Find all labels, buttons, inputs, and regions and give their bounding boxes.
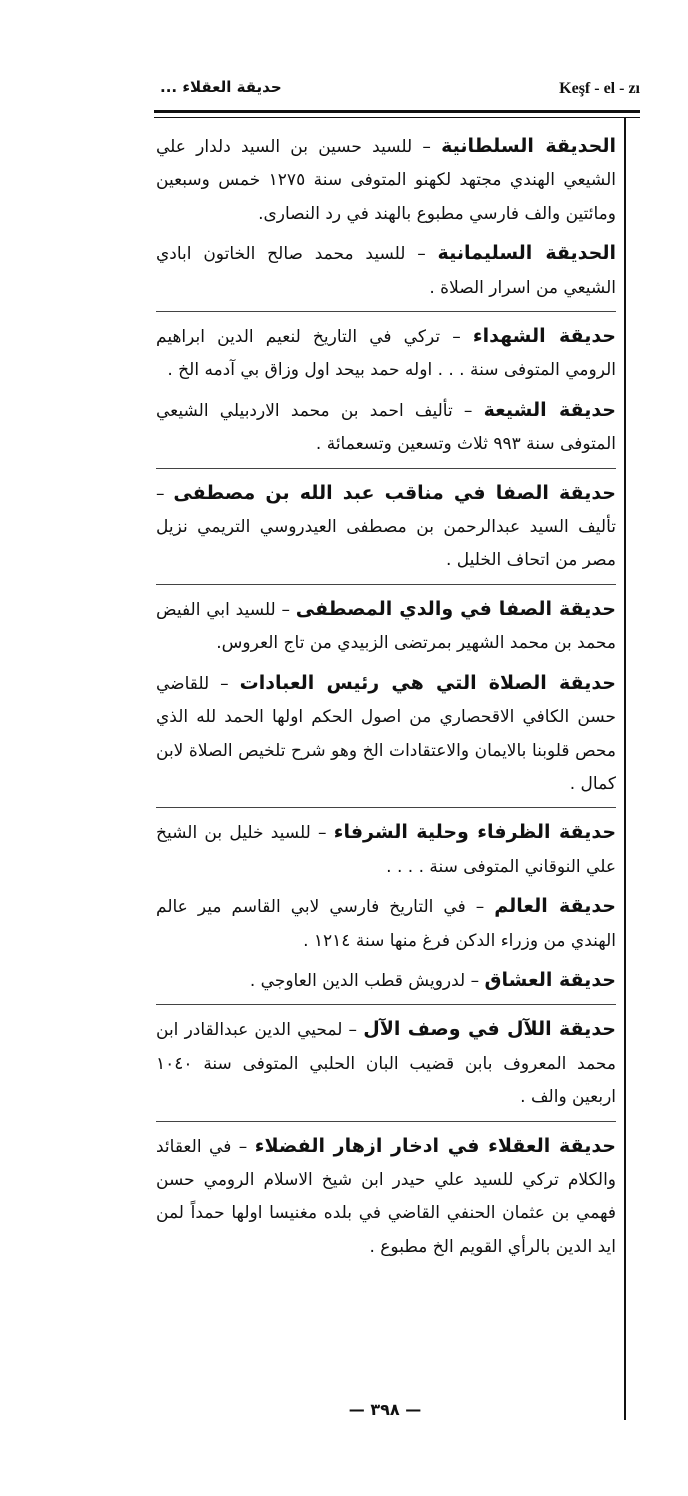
margin-line	[624, 118, 626, 1420]
entry-description: – تركي في التاريخ لنعيم الدين ابراهيم الرومي المتوفى سنة . . . اوله حمد بيحد اول وزاق بي آدمه الخ .	[156, 327, 616, 381]
entry	[156, 964, 616, 998]
entry-term: حديقة الصفا في مناقب عبد الله بن مصطفى	[173, 481, 616, 504]
entry-term: حديقة اللآل في وصف الآل	[363, 1018, 616, 1041]
header-rule-thick	[154, 110, 640, 113]
divider	[156, 468, 616, 469]
entry-term: الحديقة السليمانية	[437, 242, 616, 265]
divider	[156, 1004, 616, 1005]
entry	[156, 593, 616, 661]
running-title: حديقة العقلاء ...	[160, 78, 282, 96]
entries-column	[156, 130, 616, 1270]
entry	[156, 890, 616, 958]
entry-term: حديقة العالم	[494, 895, 616, 918]
entry-description: – للسيد حسين بن السيد دلدار علي الشيعي الهندي مجتهد لكهنو المتوفى سنة ١٢٧٥ خمس وسبعين ومائتين والف فارسي مطبوع بالهند في رد النصارى.	[156, 137, 616, 224]
entry-term: حديقة الصفا في والدي المصطفى	[295, 597, 616, 620]
entry-term: حديقة الظرفاء وحلية الشرفاء	[333, 821, 617, 844]
entry-description: – في التاريخ فارسي لابي القاسم مير عالم الهندي من وزراء الدكن فرغ منها سنة ١٢١٤ .	[156, 897, 616, 951]
entry	[156, 394, 616, 462]
header-rule-thin	[154, 117, 640, 118]
entry-description: – تأليف احمد بن محمد الاردبيلي الشيعي المتوفى سنة ٩٩٣ ثلاث وتسعين وتسعمائة .	[156, 400, 616, 455]
divider	[156, 311, 616, 312]
entry-description: – في العقائد والكلام تركي للسيد علي حيدر ابن شيخ الاسلام الرومي حسن فهمي بن عثمان الحنفي القاضي في بلده مغنيسا اولها حمداً لمن ايد الدين بالرأي القويم الخ مطبوع .	[156, 1136, 616, 1257]
entry-term: حديقة العشاق	[484, 968, 616, 991]
entry	[156, 477, 616, 578]
entry-description: – للسيد محمد صالح الخاتون ابادي الشيعي من اسرار الصلاة .	[156, 244, 616, 298]
entry	[156, 1130, 616, 1265]
entry-description: – لمحيي الدين عبدالقادر ابن محمد المعروف بابن قضيب البان الحلبي المتوفى سنة ١٠٤٠ اربعين والف .	[156, 1020, 616, 1108]
entry-term: الحديقة السلطانية	[441, 135, 616, 157]
entry-description: – لدرويش قطب الدين العاوجي .	[249, 970, 485, 991]
entry	[156, 667, 616, 802]
divider	[156, 807, 616, 808]
entry	[156, 320, 616, 388]
entry-term: حديقة العقلاء في ادخار ازهار الفضلاء	[254, 1134, 616, 1157]
entry-description: – للسيد خليل بن الشيخ علي النوقاني المتوفى سنة . . . .	[156, 823, 616, 877]
entry-description: – تأليف السيد عبدالرحمن بن مصطفى العيدروسي التريمي نزيل مصر من اتحاف الخليل .	[156, 483, 616, 571]
divider	[156, 1121, 616, 1122]
divider	[156, 584, 616, 585]
entry	[156, 1013, 616, 1114]
entry-description: – للسيد ابي الفيض محمد بن محمد الشهير بمرتضى الزبيدي من تاج العروس.	[156, 599, 616, 654]
entry	[156, 237, 616, 305]
entry-term: حديقة الصلاة التي هي رئيس العبادات	[239, 671, 616, 694]
entry-description: – للقاضي حسن الكافي الاقحصاري من اصول الحكم اولها الحمد لله الذي محص قلوبنا بالايمان والاعتقادات الخ وهو شرح تلخيص الصلاة لابن كمال .	[156, 673, 616, 794]
entry-term: حديقة الشيعة	[483, 398, 616, 421]
entry	[156, 816, 616, 884]
entry-term: حديقة الشهداء	[472, 325, 616, 348]
page-reference: Keşf - el - zı	[559, 80, 640, 97]
page-number: — ٣٩٨ —	[348, 1400, 422, 1419]
entry	[156, 130, 616, 231]
page-header	[150, 76, 640, 104]
